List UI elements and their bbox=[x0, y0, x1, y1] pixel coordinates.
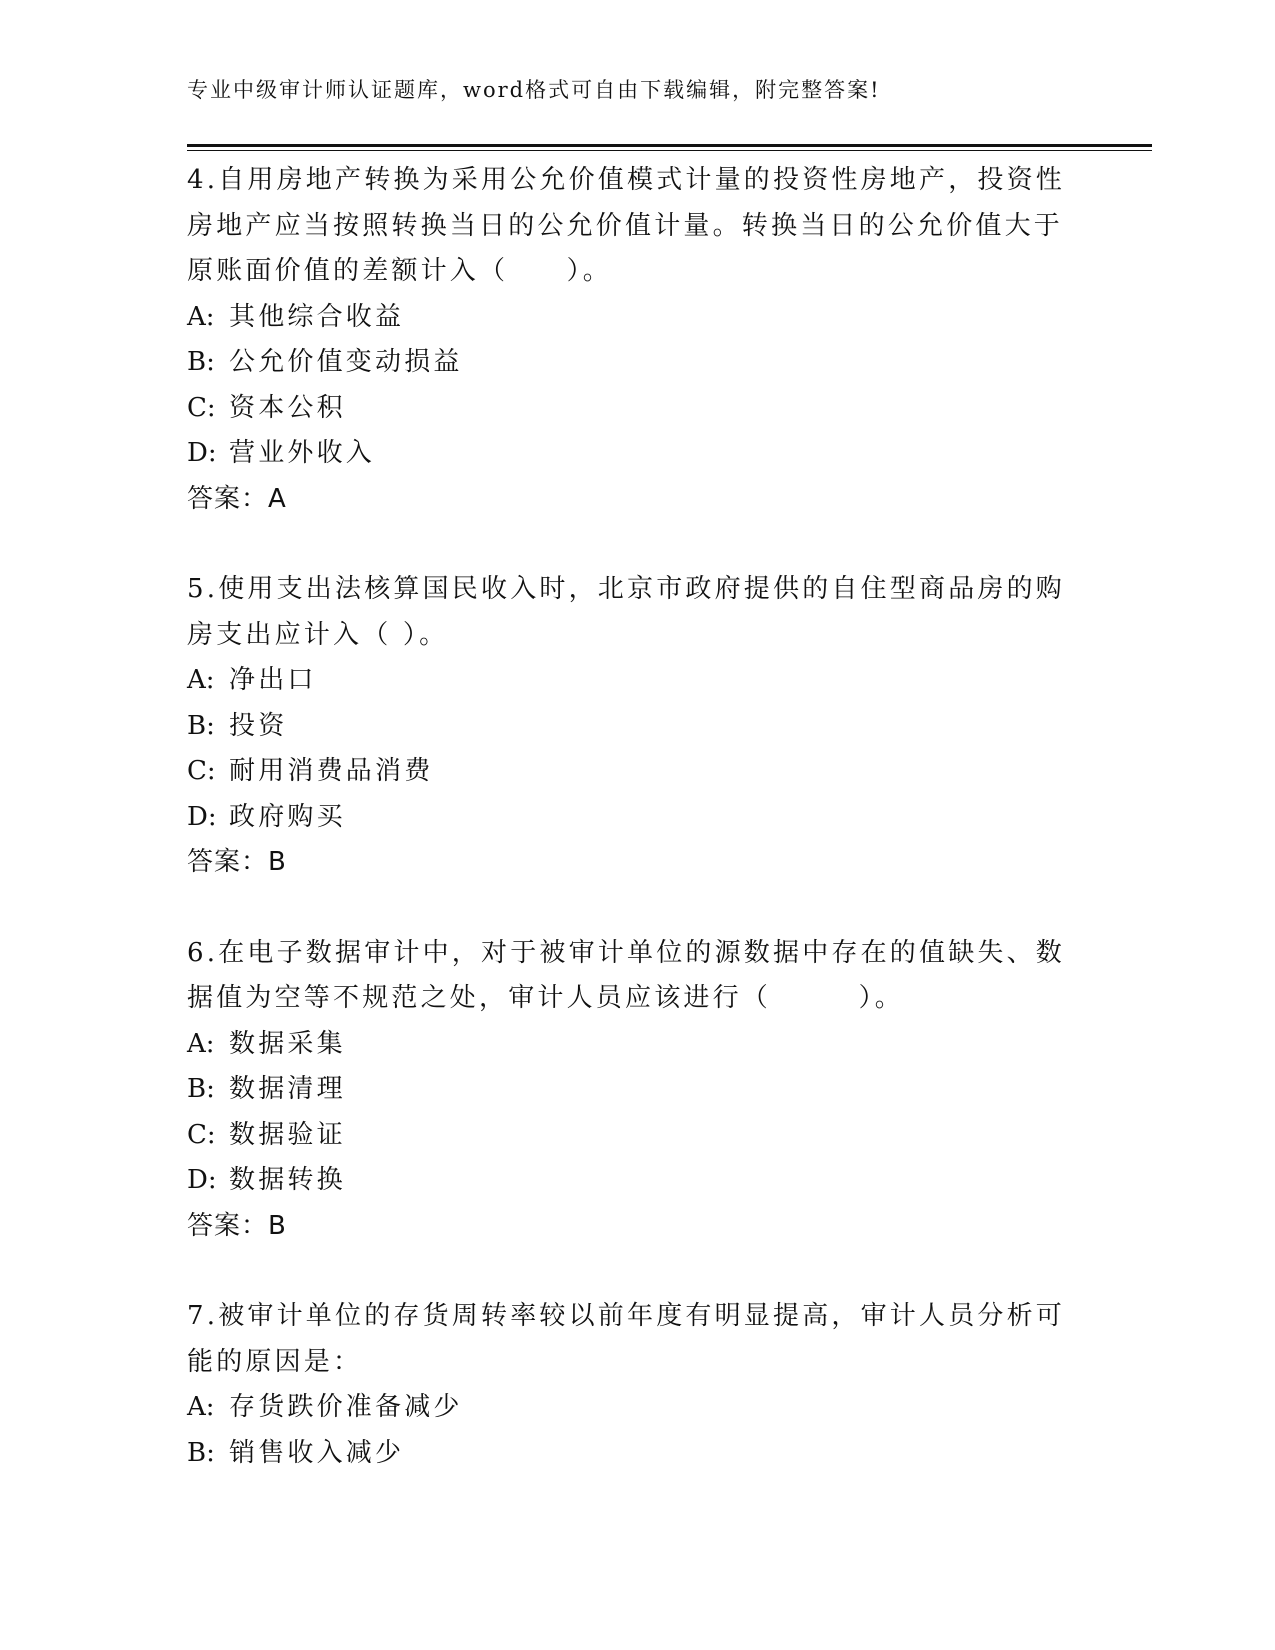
option-text: 数据验证 bbox=[229, 1119, 346, 1150]
option-letter: D: bbox=[187, 1165, 217, 1195]
option-letter: D: bbox=[187, 438, 217, 468]
option-text: 数据采集 bbox=[229, 1028, 346, 1059]
question-text: 4.自用房地产转换为采用公允价值模式计量的投资性房地产，投资性房地产应当按照转换当日的公允价值计量。转换当日的公允价值大于原账面价值的差额计入（ ）。 bbox=[187, 165, 1066, 286]
option-d bbox=[187, 431, 1067, 477]
option-letter: A: bbox=[187, 301, 215, 332]
page-header: 专业中级审计师认证题库，word格式可自由下载编辑，附完整答案! bbox=[187, 78, 881, 102]
option-text: 投资 bbox=[229, 710, 288, 741]
question-5 bbox=[187, 567, 1067, 886]
option-text: 数据转换 bbox=[229, 1165, 346, 1195]
option-letter: D: bbox=[187, 801, 217, 832]
option-text: 营业外收入 bbox=[229, 438, 376, 468]
option-text: 净出口 bbox=[229, 665, 317, 695]
option-d bbox=[187, 1158, 1067, 1204]
option-letter: B: bbox=[187, 710, 215, 741]
option-letter: B: bbox=[187, 1437, 215, 1468]
option-text: 公允价值变动损益 bbox=[229, 347, 463, 377]
question-list bbox=[187, 158, 1067, 1521]
option-c bbox=[187, 749, 1067, 795]
answer-line: 答案：A bbox=[187, 483, 287, 514]
option-text: 资本公积 bbox=[229, 392, 346, 423]
option-c bbox=[187, 1113, 1067, 1159]
question-6 bbox=[187, 931, 1067, 1250]
option-a bbox=[187, 1022, 1067, 1068]
header-rule-thick bbox=[187, 144, 1152, 147]
option-text: 存货跌价准备减少 bbox=[229, 1392, 463, 1422]
option-letter: C: bbox=[187, 756, 216, 786]
option-text: 耐用消费品消费 bbox=[229, 756, 434, 786]
option-letter: C: bbox=[187, 1119, 216, 1150]
answer-line: 答案：B bbox=[187, 1210, 287, 1241]
option-c bbox=[187, 386, 1067, 432]
question-4 bbox=[187, 158, 1067, 522]
option-b bbox=[187, 1067, 1067, 1113]
question-text: 7.被审计单位的存货周转率较以前年度有明显提高，审计人员分析可能的原因是： bbox=[187, 1301, 1066, 1377]
answer-line: 答案：B bbox=[187, 847, 287, 877]
question-7 bbox=[187, 1294, 1067, 1476]
option-letter: A: bbox=[187, 1028, 215, 1059]
option-b bbox=[187, 704, 1067, 750]
option-letter: C: bbox=[187, 392, 216, 423]
header-rule-thin bbox=[187, 150, 1152, 151]
option-text: 政府购买 bbox=[229, 801, 346, 832]
option-b bbox=[187, 1431, 1067, 1477]
option-text: 数据清理 bbox=[229, 1074, 346, 1104]
option-letter: B: bbox=[187, 347, 215, 377]
option-letter: B: bbox=[187, 1074, 215, 1104]
option-b bbox=[187, 340, 1067, 386]
option-a bbox=[187, 1385, 1067, 1431]
question-text: 5.使用支出法核算国民收入时，北京市政府提供的自住型商品房的购房支出应计入（ ）。 bbox=[187, 574, 1066, 650]
option-a bbox=[187, 658, 1067, 704]
option-a bbox=[187, 295, 1067, 341]
option-text: 其他综合收益 bbox=[229, 301, 405, 332]
option-letter: A: bbox=[187, 665, 215, 695]
option-text: 销售收入减少 bbox=[229, 1437, 405, 1468]
option-d bbox=[187, 795, 1067, 841]
option-letter: A: bbox=[187, 1392, 215, 1422]
question-text: 6.在电子数据审计中，对于被审计单位的源数据中存在的值缺失、数据值为空等不规范之处，审计人员应该进行（ ）。 bbox=[187, 937, 1066, 1013]
